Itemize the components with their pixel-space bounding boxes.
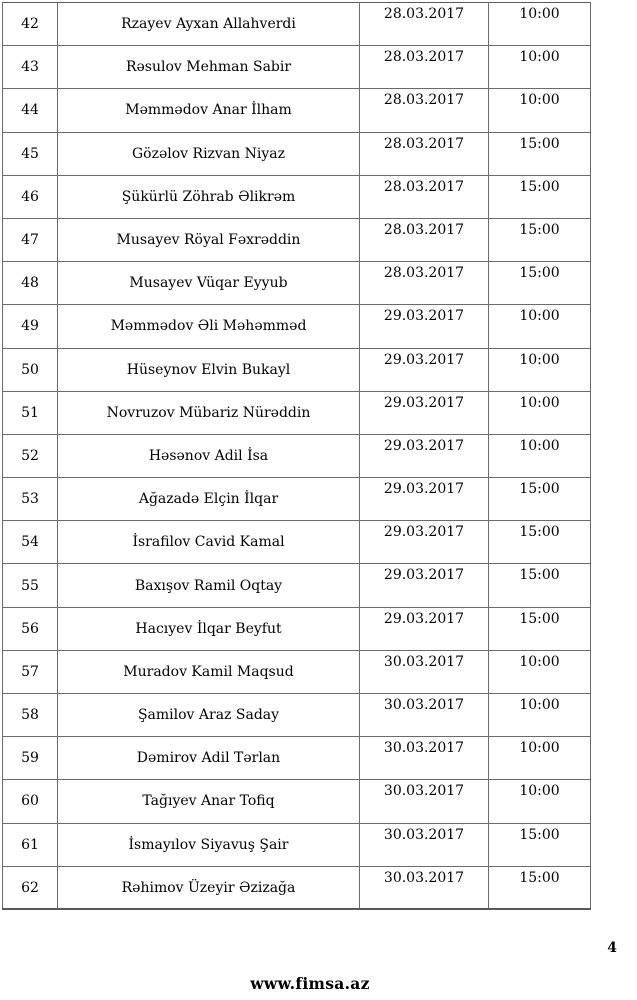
name-cell: İsrafilov Cavid Kamal <box>58 521 360 564</box>
table-row <box>3 694 591 737</box>
table-row <box>3 521 591 564</box>
table-row <box>3 89 591 132</box>
date-cell: 28.03.2017 <box>360 175 489 218</box>
row-number-cell: 43 <box>3 46 58 89</box>
time-cell: 10:00 <box>489 737 591 780</box>
name-cell: Ağazadə Elçin İlqar <box>58 478 360 521</box>
row-number-cell: 62 <box>3 866 58 909</box>
table-row <box>3 780 591 823</box>
date-cell: 28.03.2017 <box>360 218 489 261</box>
date-cell: 29.03.2017 <box>360 564 489 607</box>
name-cell: Baxışov Ramil Oqtay <box>58 564 360 607</box>
name-cell: Rəsulov Mehman Sabir <box>58 46 360 89</box>
row-number-cell: 54 <box>3 521 58 564</box>
name-cell: Dəmirov Adil Tərlan <box>58 737 360 780</box>
name-cell: Rəhimov Üzeyir Əzizağa <box>58 866 360 909</box>
table-row <box>3 737 591 780</box>
date-cell: 29.03.2017 <box>360 607 489 650</box>
row-number-cell: 42 <box>3 3 58 46</box>
table-row <box>3 348 591 391</box>
row-number-cell: 48 <box>3 262 58 305</box>
table-row <box>3 866 591 909</box>
row-number-cell: 58 <box>3 694 58 737</box>
time-cell: 10:00 <box>489 46 591 89</box>
table-row <box>3 3 591 46</box>
row-number-cell: 47 <box>3 218 58 261</box>
time-cell: 15:00 <box>489 564 591 607</box>
time-cell: 10:00 <box>489 694 591 737</box>
time-cell: 10:00 <box>489 3 591 46</box>
row-number-cell: 49 <box>3 305 58 348</box>
table-row <box>3 218 591 261</box>
row-number-cell: 51 <box>3 391 58 434</box>
date-cell: 28.03.2017 <box>360 262 489 305</box>
name-cell: Muradov Kamil Maqsud <box>58 650 360 693</box>
row-number-cell: 46 <box>3 175 58 218</box>
time-cell: 10:00 <box>489 780 591 823</box>
date-cell: 30.03.2017 <box>360 737 489 780</box>
name-cell: Məmmədov Əli Məhəmməd <box>58 305 360 348</box>
name-cell: Musayev Vüqar Eyyub <box>58 262 360 305</box>
date-cell: 29.03.2017 <box>360 434 489 477</box>
table-row <box>3 262 591 305</box>
table-row <box>3 175 591 218</box>
time-cell: 15:00 <box>489 262 591 305</box>
table-row <box>3 46 591 89</box>
row-number-cell: 55 <box>3 564 58 607</box>
date-cell: 29.03.2017 <box>360 521 489 564</box>
time-cell: 10:00 <box>489 305 591 348</box>
table-row <box>3 650 591 693</box>
time-cell: 15:00 <box>489 175 591 218</box>
name-cell: Şamilov Araz Saday <box>58 694 360 737</box>
name-cell: Novruzov Mübariz Nürəddin <box>58 391 360 434</box>
table-body <box>3 3 591 910</box>
date-cell: 30.03.2017 <box>360 866 489 909</box>
name-cell: Gözəlov Rizvan Niyaz <box>58 132 360 175</box>
time-cell: 10:00 <box>489 89 591 132</box>
date-cell: 28.03.2017 <box>360 132 489 175</box>
table-row <box>3 564 591 607</box>
time-cell: 15:00 <box>489 478 591 521</box>
table-row <box>3 305 591 348</box>
date-cell: 29.03.2017 <box>360 305 489 348</box>
row-number-cell: 59 <box>3 737 58 780</box>
time-cell: 10:00 <box>489 348 591 391</box>
date-cell: 30.03.2017 <box>360 823 489 866</box>
date-cell: 29.03.2017 <box>360 478 489 521</box>
time-cell: 15:00 <box>489 132 591 175</box>
table-row <box>3 823 591 866</box>
time-cell: 10:00 <box>489 434 591 477</box>
table-row <box>3 391 591 434</box>
time-cell: 15:00 <box>489 607 591 650</box>
date-cell: 30.03.2017 <box>360 694 489 737</box>
row-number-cell: 52 <box>3 434 58 477</box>
name-cell: İsmayılov Siyavuş Şair <box>58 823 360 866</box>
table-row <box>3 607 591 650</box>
table-row <box>3 434 591 477</box>
row-number-cell: 56 <box>3 607 58 650</box>
date-cell: 29.03.2017 <box>360 391 489 434</box>
time-cell: 10:00 <box>489 391 591 434</box>
time-cell: 15:00 <box>489 866 591 909</box>
name-cell: Şükürlü Zöhrab Əlikrəm <box>58 175 360 218</box>
schedule-table <box>2 2 591 910</box>
name-cell: Rzayev Ayxan Allahverdi <box>58 3 360 46</box>
time-cell: 15:00 <box>489 521 591 564</box>
time-cell: 15:00 <box>489 218 591 261</box>
row-number-cell: 61 <box>3 823 58 866</box>
date-cell: 30.03.2017 <box>360 650 489 693</box>
date-cell: 30.03.2017 <box>360 780 489 823</box>
row-number-cell: 50 <box>3 348 58 391</box>
time-cell: 15:00 <box>489 823 591 866</box>
name-cell: Hacıyev İlqar Beyfut <box>58 607 360 650</box>
row-number-cell: 57 <box>3 650 58 693</box>
date-cell: 28.03.2017 <box>360 89 489 132</box>
footer-website: www.fimsa.az <box>250 974 370 993</box>
date-cell: 29.03.2017 <box>360 348 489 391</box>
row-number-cell: 53 <box>3 478 58 521</box>
name-cell: Tağıyev Anar Tofiq <box>58 780 360 823</box>
table-row <box>3 478 591 521</box>
time-cell: 10:00 <box>489 650 591 693</box>
name-cell: Həsənov Adil İsa <box>58 434 360 477</box>
table-row <box>3 132 591 175</box>
name-cell: Hüseynov Elvin Bukayl <box>58 348 360 391</box>
row-number-cell: 60 <box>3 780 58 823</box>
page-number: 4 <box>607 940 617 956</box>
row-number-cell: 45 <box>3 132 58 175</box>
date-cell: 28.03.2017 <box>360 3 489 46</box>
name-cell: Musayev Röyal Fəxrəddin <box>58 218 360 261</box>
date-cell: 28.03.2017 <box>360 46 489 89</box>
row-number-cell: 44 <box>3 89 58 132</box>
name-cell: Məmmədov Anar İlham <box>58 89 360 132</box>
